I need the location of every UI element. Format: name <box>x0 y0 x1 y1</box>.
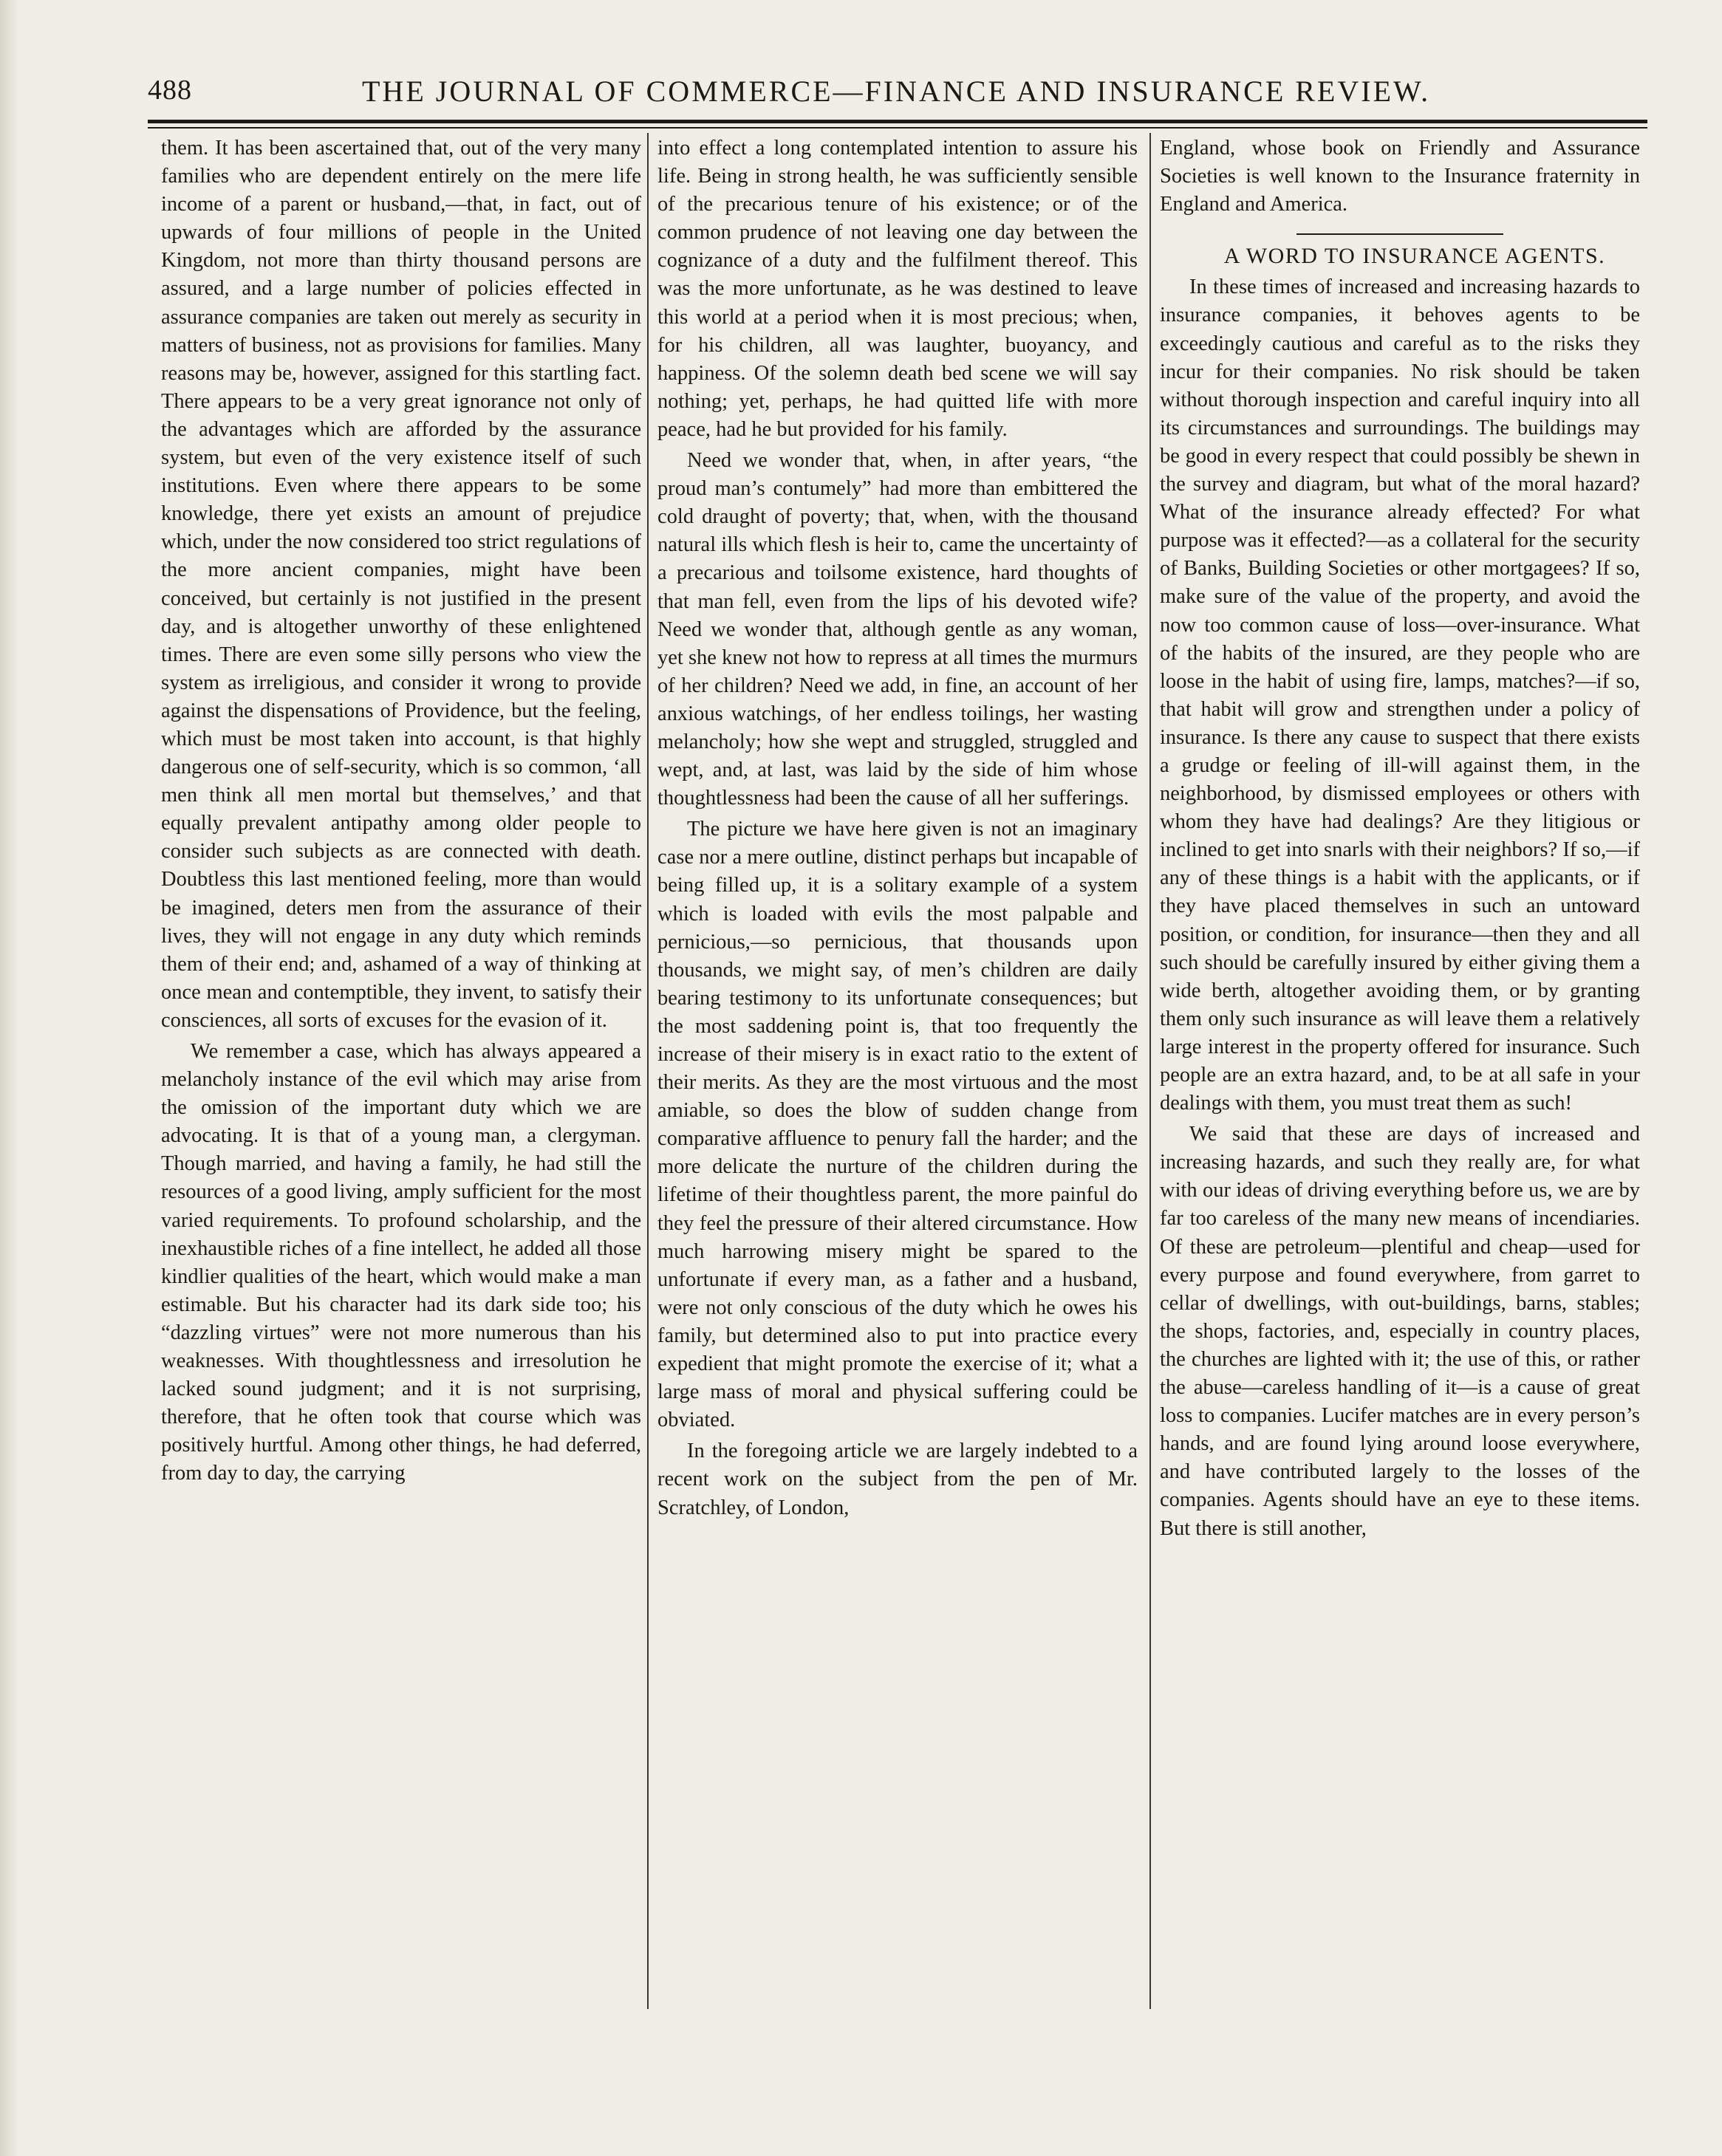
column-3-lead-paragraph: England, whose book on Friendly and Assurance Societies is well known to the Insurance fraternity in England and America. <box>1160 137 1640 216</box>
column-3 <box>1160 134 1640 2010</box>
column-2-paragraph-4: In the foregoing article we are largely indebted to a recent work on the subject from the pen of Mr. Scratchley, of London, <box>657 1440 1138 1519</box>
header-rule-thick <box>148 120 1647 123</box>
column-2 <box>657 134 1138 2010</box>
column-3-paragraph-1: In these times of increased and increasing hazards to insurance companies, it behoves agents to be exceedingly cautious and careful as to the risks they incur for their companies. No risk should be taken without thorough inspection and careful inquiry into all its circumstances and surroundings. The buildings may be good in every respect that could possibly be shewn in the survey and diagram, but what of the moral hazard? What of the insurance already effected? For what purpose was it effected?—as a collateral for the security of Banks, Building Societies or other mortgagees? If so, make sure of the value of the property, and avoid the now too common cause of loss—over-insurance. What of the habits of the insured, are they people who are loose in the habit of using fire, lamps, matches?—if so, that habit will grow and strengthen under a policy of insurance. Is there any cause to suspect that there exists a grudge or feeling of ill-will against them, in the neighborhood, by dismissed employees or others with whom they have had dealings? Are they litigious or inclined to get into snarls with their neighbors? If so,—if any of these things is a habit with the applicants, or if they have placed themselves in such an untoward position, or condition, for insurance—then they and all such should be carefully insured by either giving them a wide berth, altogether avoiding them, or by granting them only such insurance as will leave them a relatively large interest in the property offered for insurance. Such people are an extra hazard, and, to be at all safe in your dealings with them, you must treat them as such! <box>1160 276 1640 1115</box>
binding-shadow <box>0 0 19 2156</box>
page-number: 488 <box>148 75 192 106</box>
column-3-paragraph-2: We said that these are days of increased and increasing hazards, and such they really are, for what with our ideas of driving everything before us, we are by far too careless of the many new means of incendiaries. Of these are petroleum—plentiful and cheap—used for every purpose and found everywhere, from garret to cellar of dwellings, with out-buildings, barns, stables; the shops, factories, and, especially in country places, the churches are lighted with it; the use of this, or rather the abuse—careless handling of it—is a cause of great loss to companies. Lucifer matches are in every person’s hands, and are found lying around loose everywhere, and have contributed largely to the losses of the companies. Agents should have an eye to these items. But there is still another, <box>1160 1123 1640 1540</box>
column-1-paragraph-1: them. It has been ascertained that, out of the very many families who are dependent entirely on the mere life income of a parent or husband,—that, in fact, out of upwards of four millions of people in the United Kingdom, not more than thirty thousand persons are assured, and a large number of policies effected in assurance companies are taken out merely as security in matters of business, not as provisions for families. Many reasons may be, however, assigned for this startling fact. There appears to be a very great ignorance not only of the advantages which are afforded by the assurance system, but even of the very existence itself of such institutions. Even where there appears to be some knowledge, there yet exists an amount of prejudice which, under the now considered too strict regulations of the more ancient companies, might have been conceived, but certainly is not justified in the present day, and is altogether unworthy of these enlightened times. There are even some silly persons who view the system as irreligious, and consider it wrong to provide against the dispensations of Providence, but the feeling, which must be most taken into account, is that highly dangerous one of self-security, which is so common, ‘all men think all men mortal but themselves,’ and that equally prevalent antipathy among older people to consider such subjects as are connected with death. Doubtless this last mentioned feeling, more than would be imagined, deters men from the assurance of their lives, they will not engage in any duty which reminds them of their end; and, ashamed of a way of thinking at once mean and contemptible, they invent, to satisfy their consciences, all sorts of excuses for the evasion of it. <box>161 137 641 1032</box>
column-2-paragraph-1: into effect a long contemplated intention to assure his life. Being in strong health, he was sufficiently sensible of the precarious tenure of his existence; or of the common prudence of not leaving one day between the cognizance of a duty and the fulfilment thereof. This was the more unfortunate, as he was destined to leave this world at a period when it is most precious; when, for his children, all was laughter, buoyancy, and happiness. Of the solemn death bed scene we will say nothing; yet, perhaps, he had quitted life with more peace, had he but provided for his family. <box>657 137 1138 441</box>
column-divider-2 <box>1149 133 1151 2009</box>
column-2-paragraph-3: The picture we have here given is not an imaginary case nor a mere outline, distinct perhaps but incapable of being filled up, it is a solitary example of a system which is loaded with evils the most palpable and pernicious,—so pernicious, that thousands upon thousands, we might say, of men’s children are daily bearing testimony to its unfortunate consequences; but the most saddening point is, that too frequently the increase of their misery is in exact ratio to the extent of their merits. As they are the most virtuous and the most amiable, so does the blow of sudden change from comparative affluence to penury fall the harder; and the more delicate the nurture of the children during the lifetime of their thoughtless parent, the more painful do they feel the pressure of their altered circumstance. How much harrowing misery might be spared to the unfortunate if every man, as a father and a husband, were not only conscious of the duty which he owes his family, but determined also to put into practice every expedient that might promote the exercise of it; what a large mass of moral and physical suffering could be obviated. <box>657 818 1138 1432</box>
section-rule <box>1296 233 1503 235</box>
running-title: THE JOURNAL OF COMMERCE—FINANCE AND INSURANCE REVIEW. <box>362 75 1431 108</box>
column-1-paragraph-2: We remember a case, which has always appeared a melancholy instance of the evil which may arise from the omission of the important duty which we are advocating. It is that of a young man, a clergyman. Though married, and having a family, he had still the resources of a good living, amply sufficient for the most varied requirements. To profound scholarship, and the inexhaustible riches of a fine intellect, he added all those kindlier qualities of the heart, which would make a man estimable. But his character had its dark side too; his “dazzling virtues” were not more numerous than his weaknesses. With thoughtlessness and irresolution he lacked sound judgment; and it is not surprising, therefore, that he often took that course which was positively hurtful. Among other things, he had deferred, from day to day, the carrying <box>161 1040 641 1485</box>
column-divider-1 <box>647 133 649 2009</box>
header-rule-thin <box>148 127 1647 129</box>
column-1 <box>161 134 641 2010</box>
section-heading: A WORD TO INSURANCE AGENTS. <box>1223 244 1606 269</box>
column-2-paragraph-2: Need we wonder that, when, in after years, “the proud man’s contumely” had more than embittered the cold draught of poverty; that, when, with the thousand natural ills which flesh is heir to, came the uncertainty of a precarious and toilsome existence, hard thoughts of that man fell, even from the lips of his devoted wife? Need we wonder that, although gentle as any woman, yet she knew not how to repress at all times the murmurs of her children? Need we add, in fine, an account of her anxious watchings, of her endless toilings, her wasting melancholy; how she wept and struggled, struggled and wept, and, at last, was laid by the side of him whose thoughtlessness had been the cause of all her sufferings. <box>657 449 1138 810</box>
page-header <box>148 74 1647 115</box>
